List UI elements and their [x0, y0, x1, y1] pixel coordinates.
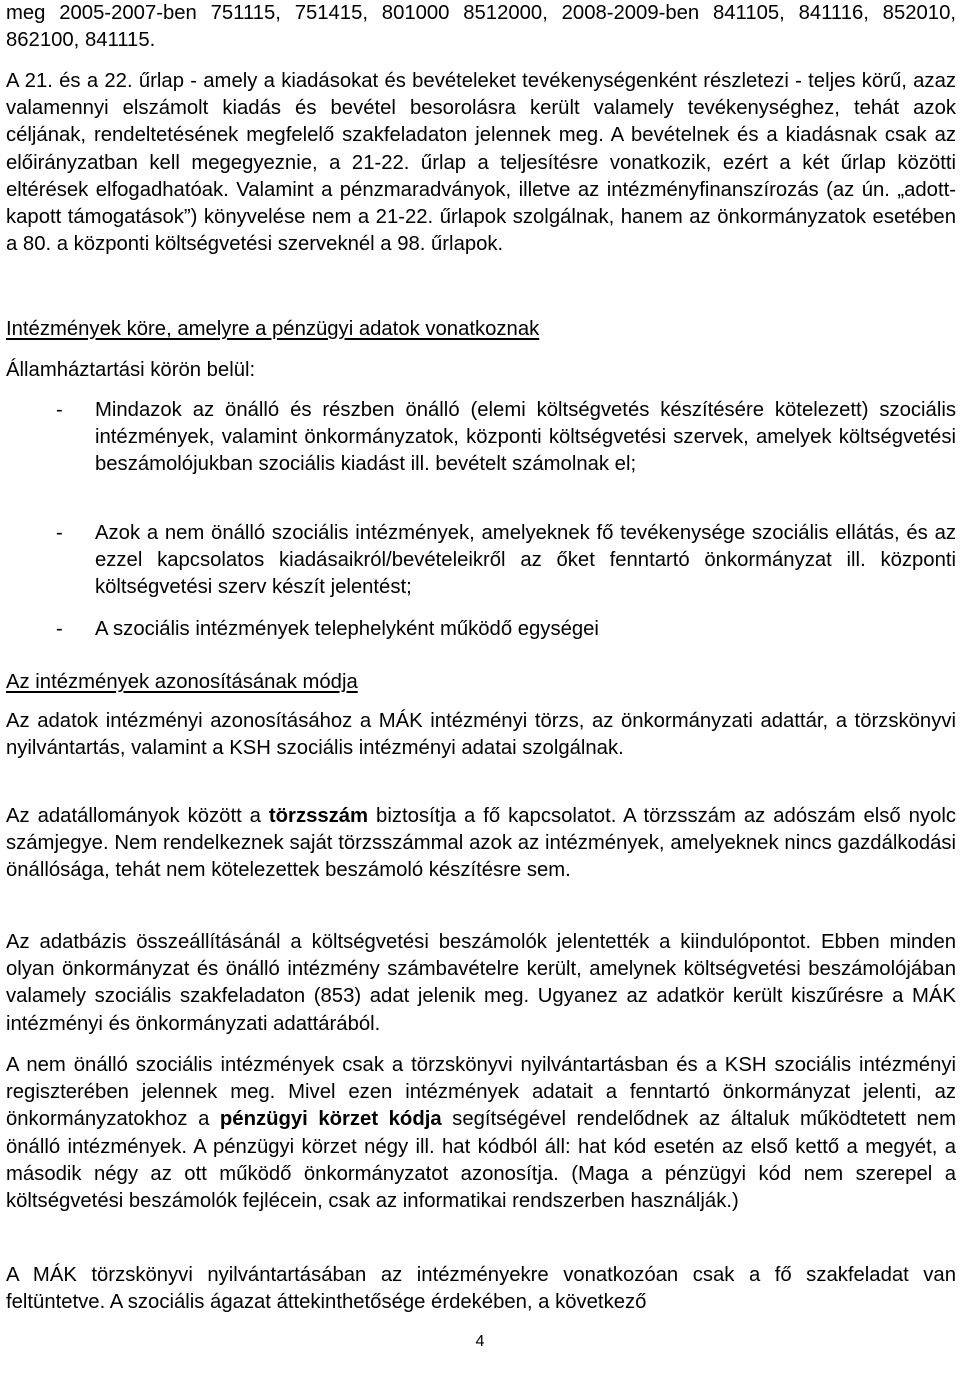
list-item-text: A szociális intézmények telephelyként működő egységei: [95, 618, 599, 640]
paragraph-non-independent-institutions: [6, 1052, 956, 1215]
subheading-public-finance-scope: Államháztartási körön belül:: [6, 359, 256, 381]
section-heading-identification: Az intézmények azonosításának módja: [6, 671, 358, 693]
paragraph-data-sources: Az adatok intézményi azonosításához a MÁK intézményi törzs, az önkormányzati adattár, a törzskönyvi nyilvántartás, valamint a KSH szociális intézményi adatai szolgálnak.: [6, 710, 956, 760]
paragraph-mak-registry: A MÁK törzskönyvi nyilvántartásában az intézményekre vonatkozóan csak a fő szakfeladat van feltüntetve. A szociális ágazat áttekinthetősége érdekében, a következő: [6, 1264, 956, 1314]
dash-bullet-icon: -: [56, 522, 63, 544]
section-heading-institutions-scope: Intézmények köre, amelyre a pénzügyi adatok vonatkoznak: [6, 318, 540, 340]
list-item: [6, 616, 956, 643]
list-item-text: Mindazok az önálló és részben önálló (elemi költségvetés készítésére kötelezett) szociális intézmények, valamint önkormányzatok, központi költségvetési szervek, amelyek költségvetési beszámolójukban szociális kiadást ill. bevételt számolnak el;: [95, 399, 956, 476]
dash-bullet-icon: -: [56, 618, 63, 640]
paragraph-text: segítségével rendelődnek az általuk működtetett nem önálló intézmények. A pénzügyi körzet négy ill. hat kódból áll: hat kód esetén az első kettő a megyét, a második négy az ott működő önkormányzatot azonosítja. (Maga a pénzügyi kód nem szerepel a költségvetési beszámolók fejlécein, csak az informatikai rendszerben használják.): [6, 1108, 956, 1213]
paragraph-text: A nem önálló szociális intézmények csak a törzskönyvi nyilvántartásban és a KSH szociális intézményi regiszterében jelennek meg. Mivel ezen intézmények adatait a fenntartó önkormányzat jelenti, az önkormányzatokhoz a: [6, 1054, 956, 1131]
dash-bullet-icon: -: [56, 399, 63, 421]
list-item: [6, 520, 956, 602]
term-torzsszam: törzsszám: [268, 805, 369, 827]
paragraph-text: Az adatállományok között a: [6, 805, 269, 827]
paragraph-text: biztosítja a fő kapcsolatot. A törzsszám az adószám első nyolc számjegye. Nem rendelkeznek saját törzsszámmal azok az intézmények, amelyeknek nincs gazdálkodási önállósága, tehát nem kötelezettek beszámoló készítésre sem.: [6, 805, 956, 882]
paragraph-tax-number: [6, 803, 956, 885]
paragraph-intro-continuation: meg 2005-2007-ben 751115, 751415, 801000 8512000, 2008-2009-ben 841105, 841116, 852010, 862100, 841115.: [6, 2, 956, 52]
list-item-text: Azok a nem önálló szociális intézmények, amelyeknek fő tevékenysége szociális ellátás, és az ezzel kapcsolatos kiadásaikról/bevételeikről az őket fenntartó önkormányzat ill. központi költségvetési szerv készít jelentést;: [95, 522, 956, 599]
page-number: 4: [475, 1333, 485, 1350]
paragraph-forms-21-22: A 21. és a 22. űrlap - amely a kiadásokat és bevételeket tevékenységenként részletezi - teljes körű, azaz valamennyi elszámolt kiadás és bevétel besorolásra került valamely tevékenységhez, tehát azok céljának, rendeltetésének megfelelő szakfeladaton jelennek meg. A bevételnek és a kiadásnak csak az előirányzatban kell megegyeznie, a 21-22. űrlap a teljesítésre vonatkozik, ezért a két űrlap közötti eltérések elfogadhatóak. Valamint a pénzmaradványok, illetve az intézményfinanszírozás (az ún. „adott-kapott támogatások”) könyvelése nem a 21-22. űrlapok szolgálnak, hanem az önkormányzatok esetében a 80. a központi költségvetési szerveknél a 98. űrlapok.: [6, 70, 956, 256]
term-financial-district-code: pénzügyi körzet kódja: [219, 1108, 442, 1131]
paragraph-database-compilation: Az adatbázis összeállításánál a költségvetési beszámolók jelentették a kiindulópontot. Ebben minden olyan önkormányzat és önálló intézmény számbavételre került, amelynek költségvetési beszámolójában valamely szociális szakfeladaton (853) adat jelenik meg. Ugyanez az adatkör került kiszűrésre a MÁK intézményi és önkormányzati adattárából.: [6, 931, 956, 1035]
list-item: [6, 397, 956, 479]
